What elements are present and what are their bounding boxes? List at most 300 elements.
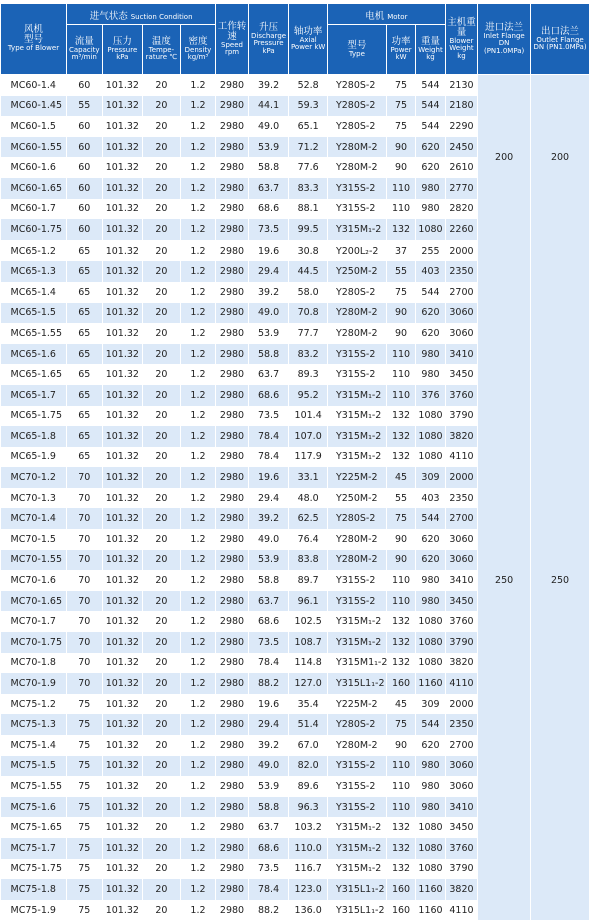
cell-dens: 1.2 [180,776,216,797]
cell-axial: 52.8 [289,75,328,96]
cell-cap: 70 [66,673,102,694]
cell-temp: 20 [143,364,181,385]
cell-axial: 77.7 [289,323,328,344]
cell-temp: 20 [143,426,181,447]
header-motor [327,4,445,25]
cell-mw: 980 [416,591,445,612]
cell-press: 101.32 [102,199,143,220]
cell-temp: 20 [143,694,181,715]
cell-model: MC65-1.2 [1,240,67,261]
cell-dens: 1.2 [180,137,216,158]
cell-mw: 620 [416,529,445,550]
cell-dp: 63.7 [248,178,289,199]
cell-mw: 403 [416,261,445,282]
cell-press: 101.32 [102,178,143,199]
cell-dp: 63.7 [248,591,289,612]
cell-bw: 2350 [445,714,477,735]
cell-model: MC65-1.7 [1,385,67,406]
cell-mw: 980 [416,199,445,220]
outlet-flange-value: 200 [531,75,590,241]
cell-temp: 20 [143,900,181,920]
cell-bw: 2130 [445,75,477,96]
cell-speed: 2980 [216,219,248,240]
header-mpower-en: Power kW [387,47,415,62]
cell-mw: 1160 [416,673,445,694]
cell-dens: 1.2 [180,570,216,591]
cell-bw: 2450 [445,137,477,158]
cell-mpow: 110 [386,199,415,220]
cell-axial: 83.2 [289,344,328,365]
cell-press: 101.32 [102,447,143,468]
cell-model: MC75-1.2 [1,694,67,715]
cell-mw: 1080 [416,817,445,838]
cell-cap: 75 [66,714,102,735]
cell-mw: 980 [416,364,445,385]
header-suction-zh: 进气状态 [90,11,128,22]
cell-motor: Y315S-2 [327,570,386,591]
cell-model: MC65-1.65 [1,364,67,385]
cell-axial: 33.1 [289,467,328,488]
cell-speed: 2980 [216,550,248,571]
cell-speed: 2980 [216,323,248,344]
cell-temp: 20 [143,570,181,591]
cell-mw: 309 [416,694,445,715]
cell-dp: 44.1 [248,96,289,117]
cell-motor: Y315M1₁-2 [327,653,386,674]
cell-press: 101.32 [102,776,143,797]
cell-motor: Y250M-2 [327,488,386,509]
cell-bw: 3450 [445,364,477,385]
cell-speed: 2980 [216,529,248,550]
cell-speed: 2980 [216,508,248,529]
cell-cap: 60 [66,116,102,137]
cell-axial: 77.6 [289,157,328,178]
cell-cap: 75 [66,735,102,756]
cell-axial: 99.5 [289,219,328,240]
cell-speed: 2980 [216,632,248,653]
header-inlet-en: Inlet Flange DN (PN1.0MPa) [478,33,530,55]
cell-bw: 2260 [445,219,477,240]
cell-model: MC75-1.9 [1,900,67,920]
cell-dp: 53.9 [248,137,289,158]
cell-press: 101.32 [102,591,143,612]
cell-speed: 2980 [216,694,248,715]
cell-mw: 544 [416,96,445,117]
cell-motor: Y280S-2 [327,116,386,137]
cell-dens: 1.2 [180,344,216,365]
cell-speed: 2980 [216,364,248,385]
cell-dp: 63.7 [248,817,289,838]
cell-dp: 53.9 [248,776,289,797]
cell-press: 101.32 [102,157,143,178]
cell-press: 101.32 [102,75,143,96]
cell-dens: 1.2 [180,385,216,406]
cell-bw: 3060 [445,550,477,571]
cell-dp: 29.4 [248,714,289,735]
cell-mpow: 90 [386,157,415,178]
cell-motor: Y315M₁-2 [327,447,386,468]
header-pressure [102,25,143,75]
cell-dens: 1.2 [180,219,216,240]
cell-press: 101.32 [102,385,143,406]
cell-press: 101.32 [102,632,143,653]
cell-motor: Y315M₁-2 [327,838,386,859]
cell-press: 101.32 [102,240,143,261]
cell-mw: 980 [416,178,445,199]
cell-axial: 82.0 [289,756,328,777]
cell-mpow: 110 [386,797,415,818]
cell-bw: 4110 [445,447,477,468]
cell-temp: 20 [143,653,181,674]
cell-press: 101.32 [102,529,143,550]
cell-speed: 2980 [216,406,248,427]
cell-temp: 20 [143,488,181,509]
cell-mw: 620 [416,303,445,324]
cell-dp: 39.2 [248,75,289,96]
cell-temp: 20 [143,797,181,818]
cell-cap: 70 [66,529,102,550]
cell-dp: 58.8 [248,797,289,818]
cell-mw: 620 [416,550,445,571]
cell-mpow: 90 [386,303,415,324]
cell-temp: 20 [143,467,181,488]
cell-dens: 1.2 [180,859,216,880]
cell-dens: 1.2 [180,96,216,117]
cell-dp: 78.4 [248,653,289,674]
cell-model: MC75-1.4 [1,735,67,756]
cell-cap: 70 [66,653,102,674]
cell-motor: Y315S-2 [327,591,386,612]
cell-press: 101.32 [102,653,143,674]
cell-dp: 73.5 [248,219,289,240]
header-outlet-en: Outlet Flange DN (PN1.0MPa) [531,37,589,52]
cell-speed: 2980 [216,240,248,261]
cell-press: 101.32 [102,735,143,756]
cell-dp: 29.4 [248,488,289,509]
header-motor-type [327,25,386,75]
cell-motor: Y315M₁-2 [327,632,386,653]
cell-bw: 3060 [445,323,477,344]
cell-motor: Y280M-2 [327,550,386,571]
cell-temp: 20 [143,219,181,240]
cell-axial: 71.2 [289,137,328,158]
cell-temp: 20 [143,261,181,282]
cell-axial: 127.0 [289,673,328,694]
cell-dp: 39.2 [248,508,289,529]
cell-temp: 20 [143,282,181,303]
cell-axial: 67.0 [289,735,328,756]
cell-model: MC65-1.3 [1,261,67,282]
cell-mpow: 132 [386,611,415,632]
cell-dens: 1.2 [180,488,216,509]
cell-temp: 20 [143,178,181,199]
cell-model: MC70-1.3 [1,488,67,509]
table-row [1,240,590,261]
cell-axial: 108.7 [289,632,328,653]
cell-speed: 2980 [216,96,248,117]
cell-cap: 70 [66,591,102,612]
cell-mw: 544 [416,75,445,96]
cell-temp: 20 [143,632,181,653]
cell-axial: 76.4 [289,529,328,550]
cell-press: 101.32 [102,96,143,117]
cell-mw: 403 [416,488,445,509]
cell-dens: 1.2 [180,364,216,385]
cell-mw: 1160 [416,879,445,900]
blower-spec-table [0,3,590,920]
cell-speed: 2980 [216,116,248,137]
header-type-en: Type of Blower [1,45,66,52]
cell-bw: 3820 [445,426,477,447]
cell-mpow: 75 [386,75,415,96]
cell-model: MC65-1.5 [1,303,67,324]
cell-cap: 75 [66,756,102,777]
cell-speed: 2980 [216,178,248,199]
cell-temp: 20 [143,673,181,694]
header-pressure-en: Pressure kPa [103,47,143,62]
cell-mpow: 132 [386,426,415,447]
cell-dens: 1.2 [180,303,216,324]
cell-motor: Y280S-2 [327,282,386,303]
cell-temp: 20 [143,157,181,178]
cell-bw: 2700 [445,735,477,756]
cell-cap: 65 [66,261,102,282]
cell-dp: 58.8 [248,570,289,591]
cell-press: 101.32 [102,879,143,900]
cell-dp: 68.6 [248,199,289,220]
cell-model: MC60-1.6 [1,157,67,178]
cell-dens: 1.2 [180,611,216,632]
cell-cap: 65 [66,406,102,427]
cell-axial: 102.5 [289,611,328,632]
cell-mpow: 132 [386,653,415,674]
cell-dp: 63.7 [248,364,289,385]
cell-press: 101.32 [102,611,143,632]
cell-speed: 2980 [216,261,248,282]
cell-temp: 20 [143,199,181,220]
cell-press: 101.32 [102,673,143,694]
cell-dp: 53.9 [248,550,289,571]
cell-temp: 20 [143,508,181,529]
cell-axial: 48.0 [289,488,328,509]
cell-speed: 2980 [216,879,248,900]
cell-dens: 1.2 [180,879,216,900]
cell-axial: 89.3 [289,364,328,385]
cell-motor: Y315M₁-2 [327,859,386,880]
cell-model: MC60-1.7 [1,199,67,220]
cell-dens: 1.2 [180,550,216,571]
cell-dp: 19.6 [248,467,289,488]
cell-bw: 4110 [445,673,477,694]
cell-press: 101.32 [102,508,143,529]
cell-axial: 58.0 [289,282,328,303]
cell-axial: 123.0 [289,879,328,900]
cell-mpow: 75 [386,96,415,117]
cell-model: MC70-1.2 [1,467,67,488]
cell-model: MC60-1.5 [1,116,67,137]
header-temperature [143,25,181,75]
cell-model: MC60-1.55 [1,137,67,158]
cell-axial: 101.4 [289,406,328,427]
cell-model: MC70-1.75 [1,632,67,653]
cell-speed: 2980 [216,756,248,777]
cell-model: MC65-1.8 [1,426,67,447]
cell-speed: 2980 [216,570,248,591]
cell-speed: 2980 [216,385,248,406]
cell-motor: Y315S-2 [327,364,386,385]
cell-temp: 20 [143,344,181,365]
cell-model: MC70-1.65 [1,591,67,612]
cell-motor: Y280S-2 [327,714,386,735]
cell-bw: 3790 [445,859,477,880]
cell-mpow: 37 [386,240,415,261]
cell-bw: 2770 [445,178,477,199]
cell-press: 101.32 [102,859,143,880]
header-bweight-zh: 主机重量 [446,18,477,38]
cell-mpow: 45 [386,467,415,488]
cell-dp: 49.0 [248,529,289,550]
cell-cap: 65 [66,364,102,385]
cell-temp: 20 [143,240,181,261]
cell-dens: 1.2 [180,157,216,178]
cell-cap: 65 [66,385,102,406]
cell-axial: 51.4 [289,714,328,735]
cell-axial: 62.5 [289,508,328,529]
cell-speed: 2980 [216,447,248,468]
table-row [1,75,590,96]
cell-motor: Y250M-2 [327,261,386,282]
cell-press: 101.32 [102,714,143,735]
cell-motor: Y315M₁-2 [327,426,386,447]
cell-bw: 3820 [445,879,477,900]
cell-speed: 2980 [216,344,248,365]
cell-bw: 2000 [445,467,477,488]
cell-mpow: 75 [386,116,415,137]
cell-motor: Y225M-2 [327,694,386,715]
cell-dp: 19.6 [248,240,289,261]
cell-model: MC65-1.75 [1,406,67,427]
header-axial-en: Axial Power kW [289,37,327,52]
cell-model: MC60-1.4 [1,75,67,96]
header-bweight-en: Blower Weight kg [446,38,477,60]
cell-temp: 20 [143,776,181,797]
cell-model: MC65-1.9 [1,447,67,468]
header-discharge-zh: 升压 [249,23,289,33]
cell-bw: 3060 [445,303,477,324]
cell-axial: 89.7 [289,570,328,591]
cell-cap: 75 [66,797,102,818]
cell-model: MC75-1.5 [1,756,67,777]
cell-speed: 2980 [216,673,248,694]
cell-mpow: 75 [386,282,415,303]
cell-press: 101.32 [102,570,143,591]
cell-press: 101.32 [102,137,143,158]
cell-dens: 1.2 [180,817,216,838]
cell-mpow: 110 [386,756,415,777]
cell-cap: 60 [66,219,102,240]
cell-bw: 3790 [445,406,477,427]
cell-bw: 2350 [445,261,477,282]
cell-press: 101.32 [102,756,143,777]
cell-cap: 60 [66,178,102,199]
header-motor-weight [416,25,445,75]
cell-model: MC70-1.7 [1,611,67,632]
header-density-en: Density kg/m³ [181,47,216,62]
cell-mw: 980 [416,797,445,818]
cell-model: MC75-1.55 [1,776,67,797]
cell-press: 101.32 [102,364,143,385]
cell-mpow: 90 [386,529,415,550]
cell-mw: 620 [416,735,445,756]
cell-cap: 70 [66,550,102,571]
cell-mw: 544 [416,508,445,529]
cell-mw: 1080 [416,447,445,468]
cell-bw: 2290 [445,116,477,137]
cell-mw: 980 [416,570,445,591]
cell-mpow: 160 [386,879,415,900]
cell-temp: 20 [143,817,181,838]
cell-temp: 20 [143,406,181,427]
cell-model: MC65-1.55 [1,323,67,344]
cell-dens: 1.2 [180,508,216,529]
cell-mw: 1080 [416,611,445,632]
cell-mpow: 110 [386,344,415,365]
cell-dp: 39.2 [248,282,289,303]
header-density [180,25,216,75]
cell-bw: 2000 [445,694,477,715]
cell-model: MC65-1.6 [1,344,67,365]
cell-model: MC70-1.5 [1,529,67,550]
header-motor-en: Motor [387,13,407,21]
header-axial [289,4,328,75]
cell-temp: 20 [143,323,181,344]
cell-bw: 3760 [445,838,477,859]
cell-mw: 1160 [416,900,445,920]
cell-motor: Y315S-2 [327,178,386,199]
cell-motor: Y280S-2 [327,96,386,117]
cell-cap: 60 [66,199,102,220]
cell-speed: 2980 [216,797,248,818]
cell-cap: 65 [66,303,102,324]
cell-mpow: 110 [386,570,415,591]
cell-motor: Y315M₁-2 [327,385,386,406]
cell-axial: 110.0 [289,838,328,859]
cell-temp: 20 [143,838,181,859]
cell-model: MC75-1.3 [1,714,67,735]
cell-mw: 1080 [416,838,445,859]
cell-dp: 78.4 [248,879,289,900]
cell-press: 101.32 [102,550,143,571]
cell-press: 101.32 [102,303,143,324]
cell-press: 101.32 [102,797,143,818]
cell-speed: 2980 [216,735,248,756]
header-mpower-zh: 功率 [387,37,415,47]
cell-speed: 2980 [216,714,248,735]
cell-temp: 20 [143,879,181,900]
cell-motor: Y315M₁-2 [327,611,386,632]
cell-mpow: 75 [386,508,415,529]
cell-mw: 1080 [416,406,445,427]
cell-motor: Y280M-2 [327,529,386,550]
cell-temp: 20 [143,611,181,632]
cell-bw: 2350 [445,488,477,509]
cell-cap: 60 [66,75,102,96]
header-mweight-en: Weight kg [416,47,444,62]
cell-mpow: 55 [386,488,415,509]
cell-dp: 73.5 [248,406,289,427]
cell-dp: 73.5 [248,859,289,880]
cell-mpow: 132 [386,817,415,838]
